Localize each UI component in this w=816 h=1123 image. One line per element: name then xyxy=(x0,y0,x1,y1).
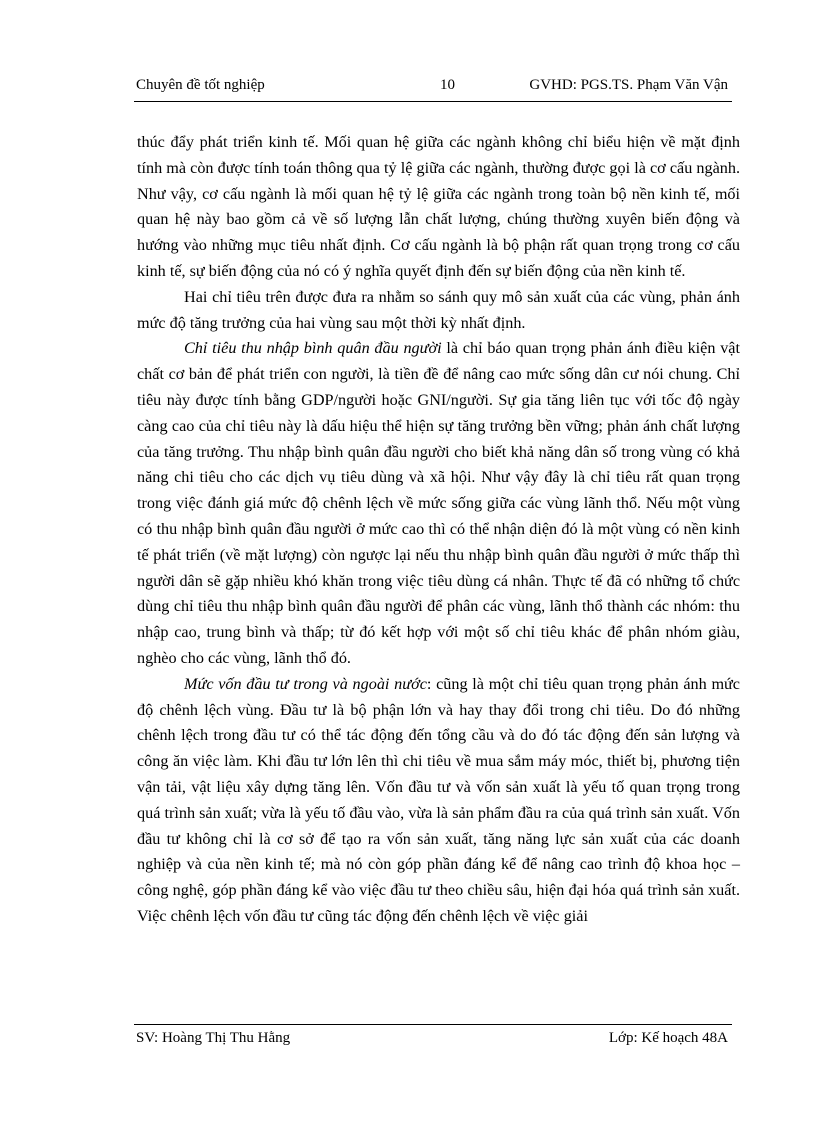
paragraph-4-term: Mức vốn đầu tư trong và ngoài nước xyxy=(184,674,427,693)
paragraph-3-term: Chỉ tiêu thu nhập bình quân đầu người xyxy=(184,339,442,358)
body-text xyxy=(137,130,740,930)
header-divider xyxy=(134,101,732,102)
paragraph-3-text: là chỉ báo quan trọng phản ánh điều kiện vật chất cơ bản để phát triển con người, là tiền đề để nâng cao mức sống dân cư nói chung. Chỉ tiêu này được tính bằng GDP/người hoặc GNI/người. Sự gia tăng liên tục với tốc độ ngày càng cao của chỉ tiêu này là dấu hiệu thể hiện sự tăng trưởng bền vững; phản ánh chất lượng của tăng trưởng. Thu nhập bình quân đầu người cho biết khả năng dân số trong vùng có khả năng chi tiêu cho các dịch vụ tiêu dùng và xã hội. Như vậy đây là chỉ tiêu rất quan trọng trong việc đánh giá mức độ chênh lệch về mức sống giữa các vùng lãnh thổ. Nếu một vùng có thu nhập bình quân đầu người ở mức cao thì có thể nhận diện đó là một vùng có nền kinh tế phát triển (về mặt lượng) còn ngược lại nếu thu nhập bình quân đầu người ở mức thấp thì người dân sẽ gặp nhiều khó khăn trong việc tiêu dùng cá nhân. Thực tế đã có những tổ chức dùng chỉ tiêu thu nhập bình quân đầu người để phân các vùng, lãnh thổ thành các nhóm: thu nhập cao, trung bình và thấp; từ đó kết hợp với một số chỉ tiêu khác để phân nhóm giàu, nghèo cho các vùng, lãnh thổ đó. xyxy=(137,339,740,667)
paragraph-3 xyxy=(137,336,740,671)
page-footer xyxy=(136,1030,728,1050)
page-header xyxy=(136,77,728,97)
page-number: 10 xyxy=(440,77,455,93)
paragraph-4 xyxy=(137,672,740,930)
footer-divider xyxy=(134,1024,732,1025)
header-title: Chuyên đề tốt nghiệp xyxy=(136,77,265,93)
header-advisor: GVHD: PGS.TS. Phạm Văn Vận xyxy=(529,77,728,93)
footer-student: SV: Hoàng Thị Thu Hằng xyxy=(136,1030,291,1046)
paragraph-4-text: : cũng là một chỉ tiêu quan trọng phản ánh mức độ chênh lệch vùng. Đầu tư là bộ phận lớn và hay thay đổi trong chi tiêu. Do đó những chênh lệch trong đầu tư có thể tác động đến tổng cầu và do đó tác động đến sản lượng và công ăn việc làm. Khi đầu tư lớn lên thì chi tiêu về mua sắm máy móc, thiết bị, phương tiện vận tải, vật liệu xây dựng tăng lên. Vốn đầu tư và vốn sản xuất là yếu tố quan trọng trong quá trình sản xuất; vừa là yếu tố đầu vào, vừa là sản phẩm đầu ra của quá trình sản xuất. Vốn đầu tư không chỉ là cơ sở để tạo ra vốn sản xuất, tăng năng lực sản xuất của các doanh nghiệp và của nền kinh tế; mà nó còn góp phần đáng kể để nâng cao trình độ khoa học – công nghệ, góp phần đáng kể vào việc đầu tư theo chiều sâu, hiện đại hóa quá trình sản xuất. Việc chênh lệch vốn đầu tư cũng tác động đến chênh lệch về việc giải xyxy=(137,674,740,925)
paragraph-2: Hai chỉ tiêu trên được đưa ra nhằm so sánh quy mô sản xuất của các vùng, phản ánh mức độ tăng trưởng của hai vùng sau một thời kỳ nhất định. xyxy=(137,287,740,332)
paragraph-1: thúc đẩy phát triển kinh tế. Mối quan hệ giữa các ngành không chỉ biểu hiện về mặt định tính mà còn được tính toán thông qua tỷ lệ giữa các ngành, thường được gọi là cơ cấu ngành. Như vậy, cơ cấu ngành là mối quan hệ tỷ lệ giữa các ngành trong toàn bộ nền kinh tế, mối quan hệ này bao gồm cả về số lượng lẫn chất lượng, chúng thường xuyên biến động và hướng vào những mục tiêu nhất định. Cơ cấu ngành là bộ phận rất quan trọng trong cơ cấu kinh tế, sự biến động của nó có ý nghĩa quyết định đến sự biến động của nền kinh tế. xyxy=(137,133,740,280)
footer-class: Lớp: Kế hoạch 48A xyxy=(608,1030,728,1046)
